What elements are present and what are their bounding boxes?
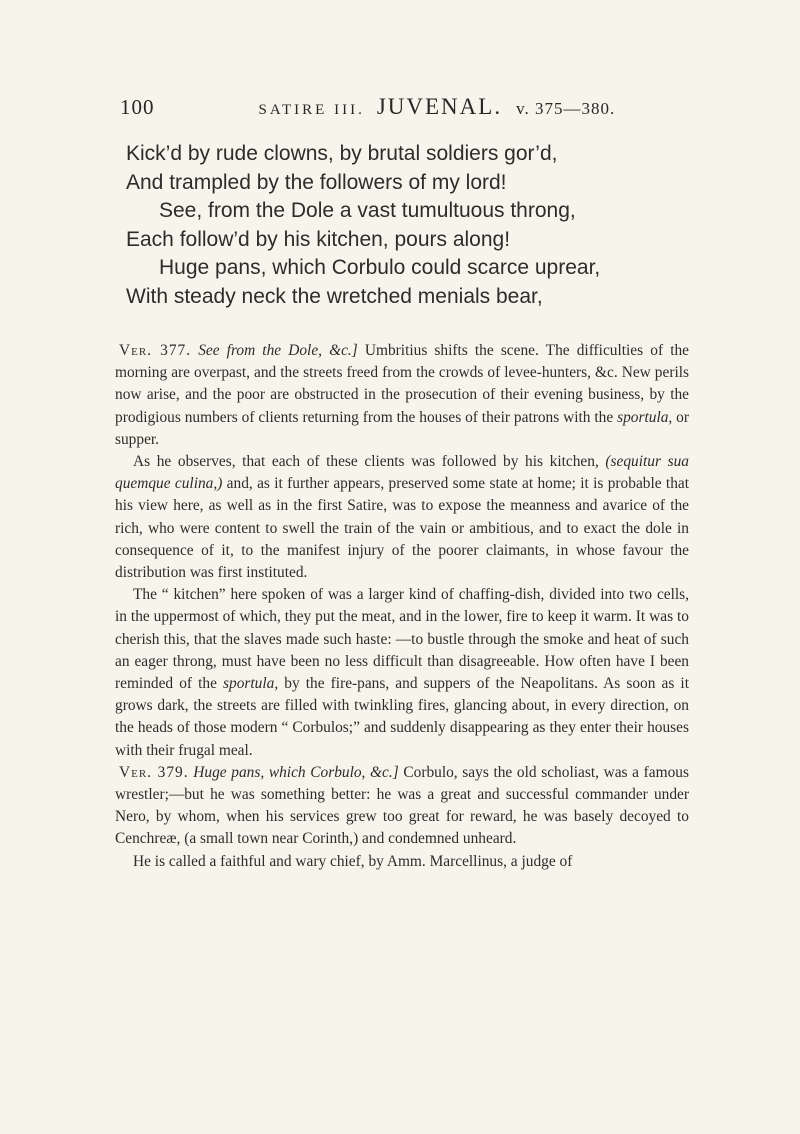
note-paragraph: [115, 340, 689, 451]
verse-range: v. 375—380.: [516, 99, 616, 118]
note-paragraph: [115, 762, 689, 851]
verse-line: With steady neck the wretched menials bear,: [126, 284, 543, 308]
note-text: by the fire-pans, and suppers of the Neapolitans. As soon as it grows dark, the streets are filled with twinkling fires, glancing about, in every direction, on the heads of those modern “ Corbulos;” and suddenly disappearing as they enter their houses with their frugal meal.: [115, 675, 689, 759]
verse-line: Kick’d by rude clowns, by brutal soldiers gor’d,: [126, 142, 558, 165]
running-header: [120, 94, 710, 128]
note-text: Umbritius shifts the scene. The difficulties of the morning are overpast, and the streets freed from the crowds of levee-hunters, &c. New perils now arise, and the poor are obstructed in the prosecution of their evening business, by the prodigious numbers of clients returning from the houses of their patrons with the: [115, 342, 689, 426]
note-italic: (sequitur sua quemque culina,): [115, 453, 689, 493]
note-paragraph: [115, 451, 689, 584]
verse-line: Each follow’d by his kitchen, pours along!: [126, 227, 511, 251]
note-text: As he observes, that each of these clients was followed by his kitchen,: [133, 453, 606, 471]
note-italic: sportula,: [223, 675, 279, 693]
verse-line: See, from the Dole a vast tumultuous throng,: [159, 199, 576, 222]
author-label: JUVENAL.: [376, 94, 503, 119]
verse-block: [126, 140, 726, 311]
note-text: The “ kitchen” here spoken of was a larger kind of chaffing-dish, divided into two cells, in the uppermost of which, they put the meat, and in the lower, fire to keep it warm. It was to cherish this, that the slaves made such haste: —to bustle through the smoke and heat of such an eager throng, must have been no less difficult than disagreeable. How often have I been reminded of the: [115, 586, 689, 693]
verse-line: And trampled by the followers of my lord!: [126, 170, 507, 194]
note-lemma: See from the Dole, &c.]: [198, 342, 358, 359]
satire-label: SATIRE III.: [258, 102, 365, 118]
note-italic: sportula,: [617, 408, 673, 426]
note-lemma: Huge pans, which Corbulo, &c.]: [193, 763, 399, 781]
page-number: 100: [120, 95, 155, 119]
note-paragraph: [115, 851, 689, 873]
commentary-notes: [115, 340, 689, 873]
verse-line: Huge pans, which Corbulo could scarce uprear,: [159, 256, 601, 279]
note-text: He is called a faithful and wary chief, by Amm. Marcellinus, a judge of: [133, 852, 573, 870]
note-verse-ref: Ver. 377.: [119, 342, 192, 359]
note-verse-ref: Ver. 379.: [119, 763, 189, 781]
note-text: and, as it further appears, preserved some state at home; it is probable that his view here, as well as in the first Satire, was to expose the meanness and avarice of the rich, who were content to swell the train of the vain or ambitious, and to exact the dole in consequence of it, to the manifest injury of the poorer claimants, in whose favour the distribution was first instituted.: [115, 475, 689, 582]
note-paragraph: [115, 584, 689, 762]
note-text: or supper.: [115, 408, 690, 448]
note-text: Corbulo, says the old scholiast, was a famous wrestler;—but he was something better: he was a great and successful commander under Nero, by whom, when his services grew too great for reward, he was basely decoyed to Cenchreæ, (a small town near Corinth,) and condemned unheard.: [115, 763, 689, 848]
